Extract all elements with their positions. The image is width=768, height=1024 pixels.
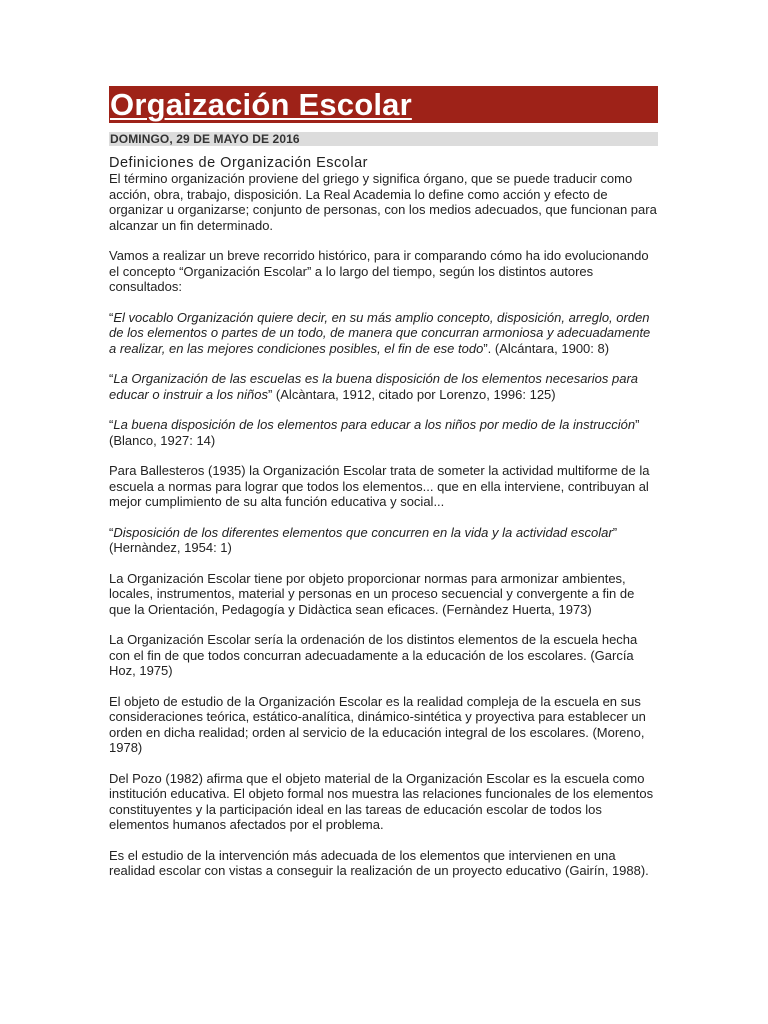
paragraph-definition: El término organización proviene del griego y significa órgano, que se puede traducir como acción, obra, trabajo, disposición. La Real Academia lo define como acción y efecto de organizar u organizarse; conjunto de personas, con los medios adecuados, que funcionan para alcanzar un fin determinado. [109, 171, 657, 233]
paragraph-moreno: El objeto de estudio de la Organización Escolar es la realidad compleja de la escuela en sus consideraciones teórica, estático-analítica, dinámico-sintética y proyectiva para establecer un orden en dicha realidad; orden al servicio de la educación integral de los escolares. (Moreno, 1978) [109, 693, 646, 755]
quote-text: El vocablo Organización quiere decir, en su más amplio concepto, disposición, arreglo, orden de los elementos o partes de un todo, de manera que concurran armoniosa y adecuadamente a realizar, en las mejores condiciones posibles, el fin de ese todo [109, 309, 651, 356]
post-title: Definiciones de Organización Escolar [109, 155, 368, 171]
post-body [109, 171, 658, 879]
paragraph-ballesteros: Para Ballesteros (1935) la Organización Escolar trata de someter la actividad multiforme de la escuela a normas para lograr que todos los elementos... que en ella interviene, contribuyan al mejor cumplimiento de su alta función educativa y social... [109, 463, 650, 509]
quote-alcantara-1900 [109, 310, 658, 357]
blog-page [109, 86, 658, 894]
quote-open-mark: “ [109, 309, 114, 325]
blog-title-link[interactable]: Orgaización Escolar [109, 86, 658, 123]
quote-open-mark: “ [109, 417, 114, 432]
quote-open-mark: “ [109, 371, 114, 386]
quote-text: La buena disposición de los elementos para educar a los niños por medio de la instrucción [113, 417, 636, 432]
post-date-header: DOMINGO, 29 DE MAYO DE 2016 [109, 132, 658, 146]
quote-text: La Organización de las escuelas es la buena disposición de los elementos necesarios para educar o instruir a los niños [109, 371, 638, 402]
quote-citation: ” (Alcàntara, 1912, citado por Lorenzo, 1996: 125) [267, 386, 556, 402]
quote-alcantara-1912 [109, 371, 658, 402]
paragraph-del-pozo: Del Pozo (1982) afirma que el objeto material de la Organización Escolar es la escuela como institución educativa. El objeto formal nos muestra las relaciones funcionales de los elementos constituyentes y la participación ideal en las tareas de educación escolar de todos los elementos humanos afectados por el problema. [109, 770, 654, 832]
paragraph-intro: Vamos a realizar un breve recorrido histórico, para ir comparando cómo ha ido evolucionando el concepto “Organización Escolar” a lo largo del tiempo, según los distintos autores consultados: [109, 248, 649, 294]
quote-citation: ” (Hernàndez, 1954: 1) [109, 524, 618, 555]
quote-text: Disposición de los diferentes elementos que concurren en la vida y la actividad escolar [113, 524, 613, 540]
paragraph-fernandez-huerta: La Organización Escolar tiene por objeto proporcionar normas para armonizar ambientes, locales, instrumentos, material y personas en un proceso secuencial y convergente a fin de que la Orientación, Pedagogía y Didàctica sean eficaces. (Fernàndez Huerta, 1973) [109, 570, 635, 617]
quote-citation: ”. (Alcántara, 1900: 8) [483, 340, 610, 356]
quote-blanco-1927 [109, 417, 658, 448]
quote-citation: ” (Blanco, 1927: 14) [109, 417, 640, 448]
paragraph-gairin: Es el estudio de la intervención más adecuada de los elementos que intervienen en una realidad escolar con vistas a conseguir la realización de un proyecto educativo (Gairín, 1988). [109, 847, 649, 878]
paragraph-garcia-hoz: La Organización Escolar sería la ordenación de los distintos elementos de la escuela hecha con el fin de que todos concurran adecuadamente a la educación de los escolares. (García Hoz, 1975) [109, 632, 638, 678]
quote-open-mark: “ [109, 524, 114, 540]
quote-hernandez-1954 [109, 525, 658, 556]
